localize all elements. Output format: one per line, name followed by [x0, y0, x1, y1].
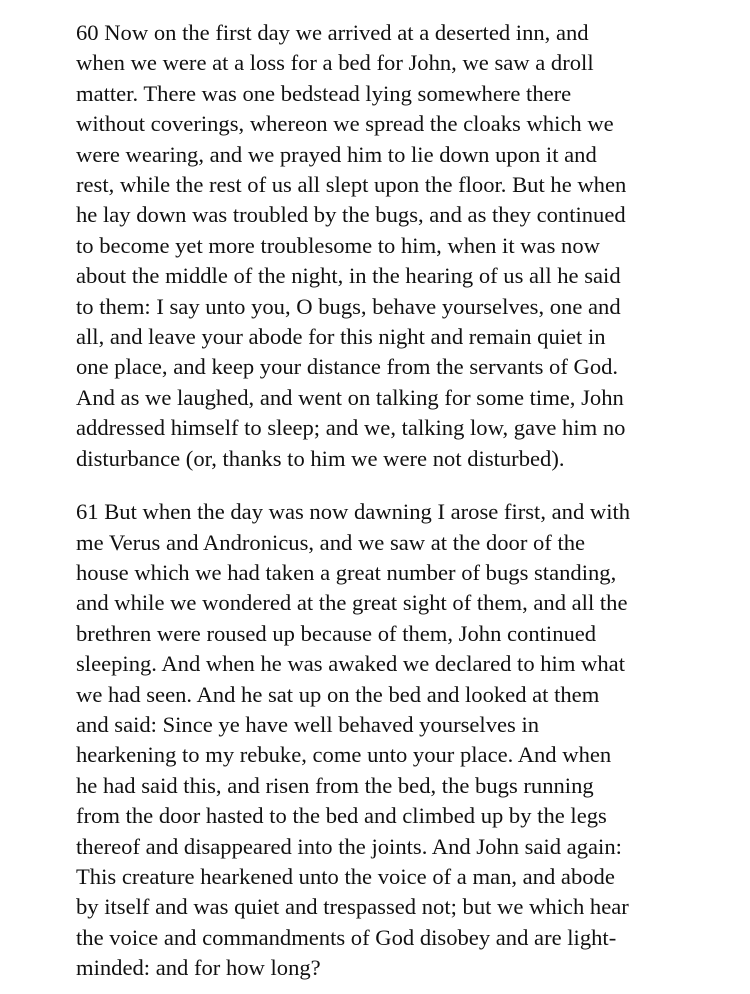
text-line: and said: Since ye have well behaved yourselves in [76, 711, 540, 737]
paragraph-spacer [76, 474, 730, 497]
text-line: brethren were roused up because of them, John continued [76, 620, 597, 646]
text-line: hearkening to my rebuke, come unto your place. And when [76, 742, 612, 768]
text-line: me Verus and Andronicus, and we saw at the door of the [76, 529, 586, 555]
paragraph-61 [76, 497, 730, 984]
text-line: we had seen. And he sat up on the bed and looked at them [76, 681, 600, 707]
text-line: to become yet more troublesome to him, when it was now [76, 232, 600, 258]
text-line: minded: and for how long? [76, 955, 321, 981]
paragraph-60 [76, 18, 730, 474]
text-line: by itself and was quiet and trespassed not; but we which hear [76, 894, 629, 920]
text-line: 61 But when the day was now dawning I arose first, and with [76, 499, 631, 525]
text-line: and while we wondered at the great sight of them, and all the [76, 590, 628, 616]
text-line: matter. There was one bedstead lying somewhere there [76, 80, 572, 106]
text-line: he lay down was troubled by the bugs, and as they continued [76, 202, 626, 228]
text-line: thereof and disappeared into the joints. And John said again: [76, 833, 622, 859]
text-line: This creature hearkened unto the voice of a man, and abode [76, 863, 615, 889]
text-line: one place, and keep your distance from the servants of God. [76, 354, 619, 380]
text-line: 60 Now on the first day we arrived at a deserted inn, and [76, 20, 589, 45]
text-line: addressed himself to sleep; and we, talking low, gave him no [76, 415, 626, 441]
text-line: he had said this, and risen from the bed, the bugs running [76, 772, 594, 798]
text-line: And as we laughed, and went on talking for some time, John [76, 384, 624, 410]
text-line: disturbance (or, thanks to him we were not disturbed). [76, 445, 565, 471]
text-line: were wearing, and we prayed him to lie down upon it and [76, 141, 597, 167]
text-line: all, and leave your abode for this night and remain quiet in [76, 324, 606, 350]
text-line: the voice and commandments of God disobey and are light- [76, 924, 617, 950]
text-line: house which we had taken a great number of bugs standing, [76, 559, 617, 585]
text-line: sleeping. And when he was awaked we declared to him what [76, 651, 625, 677]
text-line: from the door hasted to the bed and climbed up by the legs [76, 803, 607, 829]
text-line: when we were at a loss for a bed for John, we saw a droll [76, 50, 594, 76]
text-line: rest, while the rest of us all slept upon the floor. But he when [76, 172, 627, 198]
text-line: without coverings, whereon we spread the cloaks which we [76, 111, 614, 137]
text-line: to them: I say unto you, O bugs, behave yourselves, one and [76, 293, 621, 319]
text-line: about the middle of the night, in the hearing of us all he said [76, 263, 621, 289]
